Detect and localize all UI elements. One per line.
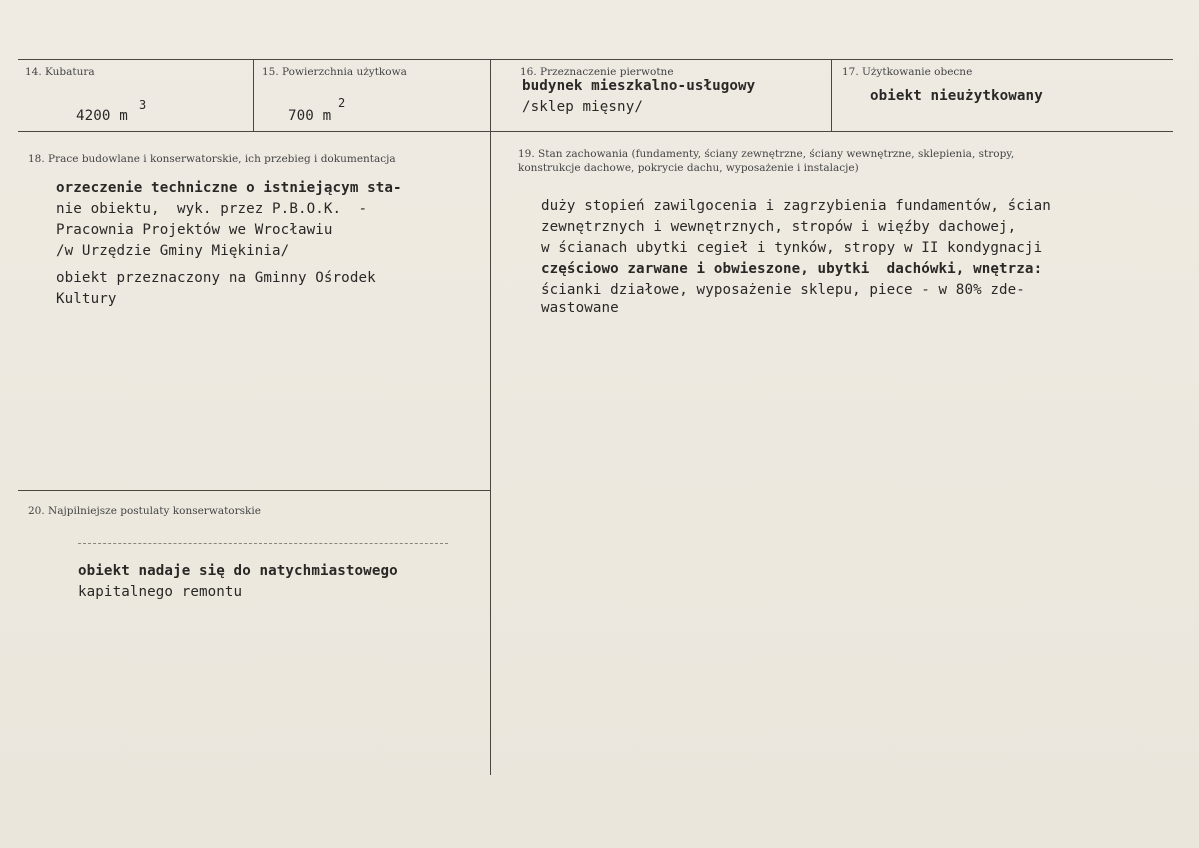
field-17-label: 17. Użytkowanie obecne [842,66,973,78]
field-15-label: 15. Powierzchnia użytkowa [262,66,407,78]
field-18-line-1: orzeczenie techniczne o istniejącym sta- [56,180,402,196]
field-19-line-5: ścianki działowe, wyposażenie sklepu, piece - w 80% zde- [541,282,1025,298]
field-16-line-1: budynek mieszkalno-usługowy [522,78,756,94]
field-18-line-4: /w Urzędzie Gminy Miękinia/ [56,243,290,259]
field-20-line-2: kapitalnego remontu [78,584,243,600]
field-19-line-6: wastowane [541,300,619,316]
row2-rule [18,490,490,491]
field-19-label-1: 19. Stan zachowania (fundamenty, ściany zewnętrzne, ściany wewnętrzne, sklepienia, stropy, [518,148,1015,160]
dotted-rule [78,543,448,544]
top-rule [18,59,1173,60]
field-17-value: obiekt nieużytkowany [870,88,1043,104]
field-19-line-3: w ścianach ubytki cegieł i tynków, stropy w II kondygnacji [541,240,1043,256]
field-18-line-2: nie obiektu, wyk. przez P.B.O.K. - [56,201,368,217]
col-divider-1 [253,59,254,131]
row1-rule [18,131,1173,132]
col-divider-2 [490,59,491,775]
field-20-label: 20. Najpilniejsze postulaty konserwatorskie [28,505,261,517]
field-19-line-1: duży stopień zawilgocenia i zagrzybienia fundamentów, ścian [541,198,1051,214]
field-18-line-3: Pracownia Projektów we Wrocławiu [56,222,333,238]
field-20-line-1: obiekt nadaje się do natychmiastowego [78,563,398,579]
field-16-line-2: /sklep mięsny/ [522,99,643,115]
field-18-note-1: obiekt przeznaczony na Gminny Ośrodek [56,270,376,286]
col-divider-3 [831,59,832,131]
field-16-label: 16. Przeznaczenie pierwotne [520,66,674,78]
field-19-line-2: zewnętrznych i wewnętrznych, stropów i więźby dachowej, [541,219,1017,235]
field-19-line-4: częściowo zarwane i obwieszone, ubytki dachówki, wnętrza: [541,261,1043,277]
field-18-note-2: Kultury [56,291,117,307]
field-19-label-2: konstrukcje dachowe, pokrycie dachu, wyposażenie i instalacje) [518,162,859,174]
field-15-superscript: 2 [338,96,346,110]
field-18-label: 18. Prace budowlane i konserwatorskie, ich przebieg i dokumentacja [28,153,396,165]
field-14-superscript: 3 [139,98,147,112]
field-14-value: 4200 m [76,108,128,124]
field-15-value: 700 m [288,108,332,124]
field-14-label: 14. Kubatura [25,66,95,78]
